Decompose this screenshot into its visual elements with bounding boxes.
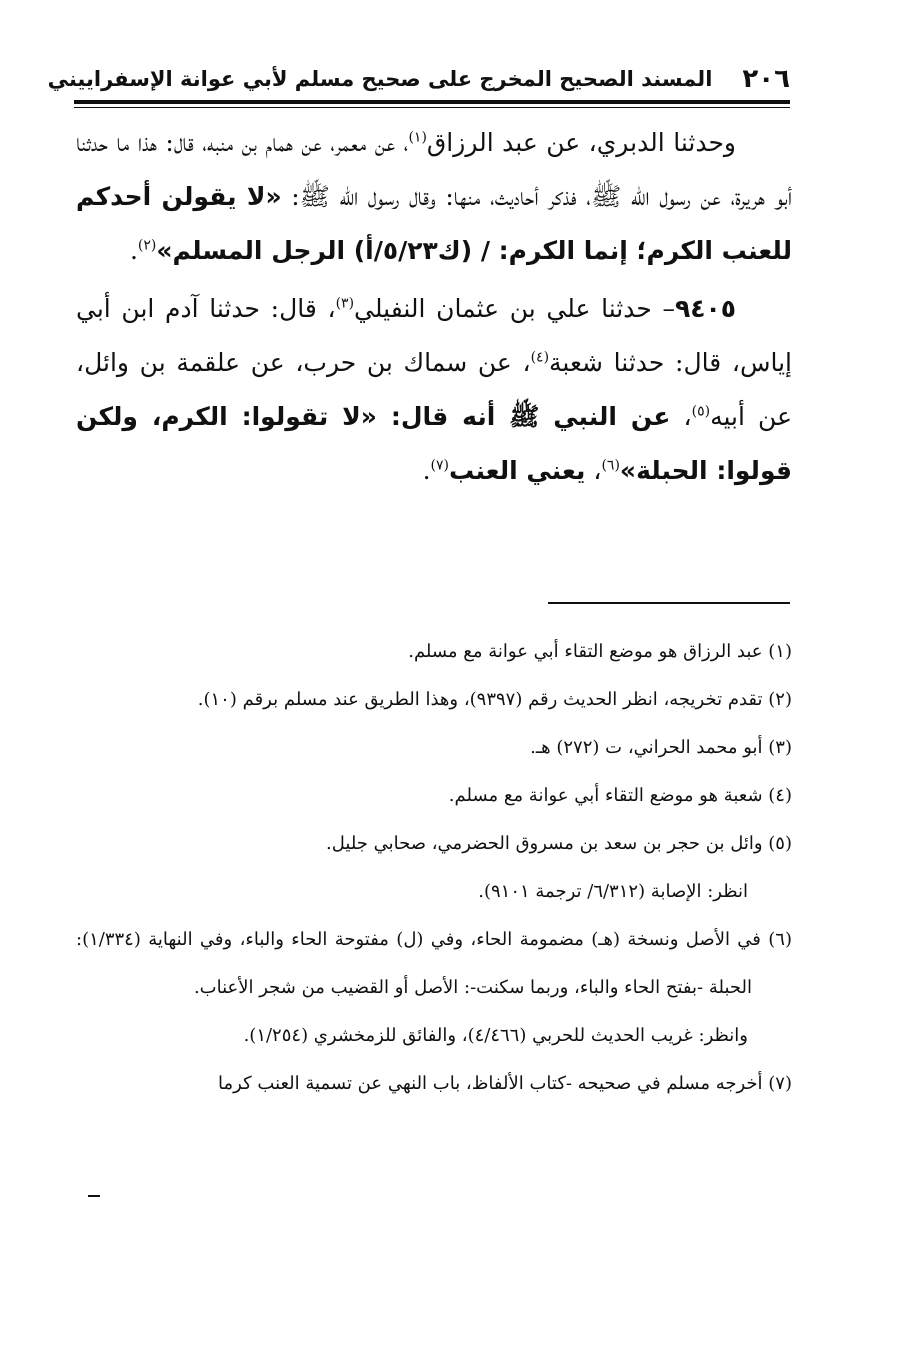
footnote-6: (٦) في الأصل ونسخة (هـ) مضمومة الحاء، وفي (ل) مفتوحة الحاء والباء، وفي النهاية (١/٣٣٤): الحبلة -بفتح الحاء والباء، وربما سكنت-: الأصل أو القضيب من شجر الأعناب.: [76, 929, 792, 998]
text-run: ،: [585, 456, 602, 485]
hadith-text: عن النبي ﷺ أنه قال: «لا تقولوا: الكرم، ولكن قولوا: الحبلة»: [76, 402, 792, 485]
text-run: ، قال: حدثنا آدم ابن أبي إياس، قال: حدثنا شعبة: [76, 294, 792, 377]
footnote-1: (١) عبد الرزاق هو موضع التقاء أبي عوانة مع مسلم.: [408, 641, 792, 662]
hadith-number: ٩٤٠٥: [674, 294, 736, 323]
footnote-7: (٧) أخرجه مسلم في صحيحه -كتاب الألفاظ، باب النهي عن تسمية العنب كرما: [218, 1073, 792, 1094]
running-title: المسند الصحيح المخرج على صحيح مسلم لأبي عوانة الإسفراييني: [47, 67, 713, 91]
footnote-reference: (٣): [335, 295, 355, 312]
footnote-reference: (٥): [691, 403, 711, 420]
footnote-reference: (٧): [430, 457, 449, 474]
main-text: [76, 116, 792, 498]
footnote-4: (٤) شعبة هو موضع التقاء أبي عوانة مع مسلم.: [448, 785, 792, 806]
text-run: .: [422, 456, 431, 485]
hadith-text: يعني العنب: [448, 456, 586, 485]
footnote-reference: (٤): [530, 349, 550, 366]
footnote-separator: [548, 602, 790, 604]
text-run: وحدثنا الدبري، عن عبد الرزاق: [426, 128, 737, 157]
footnote-6-continuation: وانظر: غريب الحديث للحربي (٤/٤٦٦)، والفائق للزمخشري (١/٢٥٤).: [243, 1025, 748, 1046]
text-run: .: [129, 236, 138, 265]
text-run: ، عن سماك بن حرب، عن علقمة بن وائل، عن أبيه: [76, 348, 793, 431]
text-run: – حدثنا علي بن عثمان النفيلي: [354, 294, 675, 323]
text-run: ، عن معمر، عن همام بن منبه، قال: هذا ما حدثنا أبو هريرة، عن رسول الله ﷺ، فذكر أحاديث، منها: وقال رسول الله ﷺ:: [76, 128, 792, 211]
continuation-dash: [88, 1195, 100, 1197]
text-run: ،: [670, 402, 692, 431]
footnote-5-continuation: انظر: الإصابة (٦/٣١٢/ ترجمة ٩١٠١).: [478, 881, 748, 902]
footnote-reference: (٦): [601, 457, 620, 474]
header-rule-thick: [74, 100, 790, 104]
header-rule-thin: [74, 107, 790, 108]
footnote-2: (٢) تقدم تخريجه، انظر الحديث رقم (٩٣٩٧)، وهذا الطريق عند مسلم برقم (١٠).: [197, 689, 792, 710]
footnote-5: (٥) وائل بن حجر بن سعد بن مسروق الحضرمي، صحابي جليل.: [326, 833, 792, 854]
hadith-text: «لا يقولن أحدكم للعنب الكرم؛ إنما الكرم: / (ك٥/٢٣/أ) الرجل المسلم»: [76, 182, 792, 265]
hadith-paragraph-2: [76, 282, 792, 498]
footnotes: [76, 628, 792, 1108]
footnote-reference: (١): [408, 129, 427, 146]
page-number: ٢٠٦: [742, 64, 790, 94]
page-header: [47, 62, 790, 96]
footnote-3: (٣) أبو محمد الحراني، ت (٢٧٢) هـ.: [530, 737, 792, 758]
footnote-reference: (٢): [137, 237, 157, 254]
hadith-paragraph-1: [76, 116, 792, 278]
